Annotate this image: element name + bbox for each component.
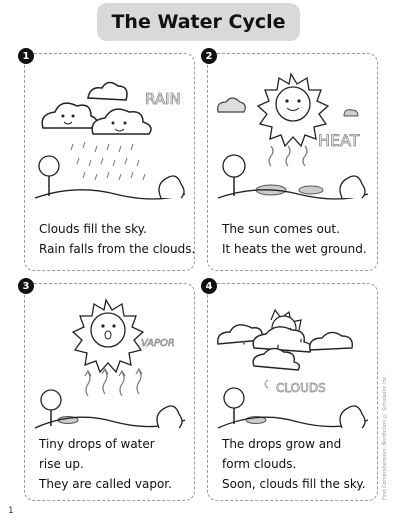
caption-line: Rain falls from the clouds. <box>39 242 196 256</box>
copyright-note: First Comprehension: Nonfiction © Scholastic Inc. <box>382 374 388 500</box>
panel-number-badge: 3 <box>18 278 34 294</box>
caption-line: They are called vapor. <box>39 477 172 491</box>
panel-2 <box>205 50 378 271</box>
clouds-label: CLOUDS <box>276 381 326 395</box>
panel-caption <box>39 219 196 259</box>
panel-number-badge: 1 <box>18 48 34 64</box>
sun-icon <box>73 300 143 372</box>
page-number: 1 <box>8 506 14 516</box>
panel-number-badge: 2 <box>201 48 217 64</box>
heat-label: HEAT <box>318 131 360 150</box>
title-banner <box>97 3 300 41</box>
page-title: The Water Cycle <box>111 11 286 33</box>
caption-line: form clouds. <box>222 457 297 471</box>
caption-line: It heats the wet ground. <box>222 242 367 256</box>
clouds-illustration <box>216 296 371 436</box>
caption-line: The drops grow and <box>222 437 342 451</box>
panel-number-badge: 4 <box>201 278 217 294</box>
caption-line: The sun comes out. <box>222 222 340 236</box>
heat-illustration <box>216 66 371 206</box>
caption-line: rise up. <box>39 457 84 471</box>
panel-caption <box>222 434 372 494</box>
raindrops-icon <box>71 142 145 180</box>
rain-illustration <box>33 66 188 206</box>
vapor-illustration <box>33 296 188 436</box>
panel-3 <box>22 280 195 501</box>
panel-caption <box>222 219 372 259</box>
rain-label: RAIN <box>145 90 181 108</box>
vapor-label: VAPOR <box>141 338 175 349</box>
panel-1 <box>22 50 196 271</box>
panel-caption <box>39 434 189 494</box>
caption-line: Soon, clouds fill the sky. <box>222 477 366 491</box>
caption-line: Clouds fill the sky. <box>39 222 147 236</box>
panel-4 <box>205 280 378 501</box>
caption-line: Tiny drops of water <box>39 437 155 451</box>
